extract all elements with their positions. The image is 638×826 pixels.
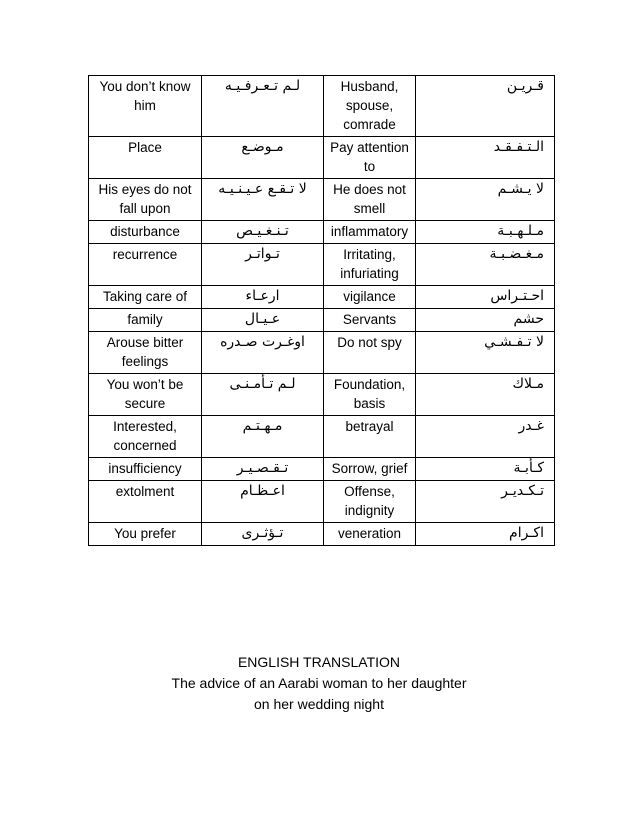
- arabic-term-right: مـغـضـبـة: [416, 244, 555, 286]
- arabic-term-left: عـيـال: [202, 309, 324, 332]
- english-term-left: disturbance: [89, 221, 202, 244]
- table-row: [89, 332, 555, 374]
- table-row: [89, 179, 555, 221]
- table-row: [89, 221, 555, 244]
- table-row: [89, 137, 555, 179]
- english-term-left: Place: [89, 137, 202, 179]
- arabic-term-right: غـدر: [416, 416, 555, 458]
- english-term-left: You won’t be secure: [89, 374, 202, 416]
- table-row: [89, 76, 555, 137]
- english-term-left: Interested, concerned: [89, 416, 202, 458]
- english-term-left: His eyes do not fall upon: [89, 179, 202, 221]
- arabic-term-left: لـم تـأمـنـى: [202, 374, 324, 416]
- translation-caption: [0, 652, 638, 715]
- caption-heading: ENGLISH TRANSLATION: [237, 654, 401, 670]
- arabic-term-right: الـتـفـقـد: [416, 137, 555, 179]
- arabic-term-right: قـريـن: [416, 76, 555, 137]
- english-term-right: Irritating, infuriating: [324, 244, 416, 286]
- arabic-term-right: مـلاك: [416, 374, 555, 416]
- caption-line-1: The advice of an Aarabi woman to her daughter: [171, 675, 467, 691]
- caption-line-2: on her wedding night: [254, 696, 384, 712]
- arabic-term-right: اكـرام: [416, 523, 555, 546]
- arabic-term-left: لـم تـعـرفـيـه: [202, 76, 324, 137]
- table-row: [89, 374, 555, 416]
- arabic-term-right: كـأبـة: [416, 458, 555, 481]
- vocabulary-table-body: [89, 76, 555, 546]
- arabic-term-right: حشم: [416, 309, 555, 332]
- english-term-left: Arouse bitter feelings: [89, 332, 202, 374]
- english-term-left: You don’t know him: [89, 76, 202, 137]
- table-row: [89, 416, 555, 458]
- english-term-right: Do not spy: [324, 332, 416, 374]
- english-term-right: vigilance: [324, 286, 416, 309]
- arabic-term-right: احـتـراس: [416, 286, 555, 309]
- english-term-right: Pay attention to: [324, 137, 416, 179]
- english-term-right: Servants: [324, 309, 416, 332]
- table-row: [89, 286, 555, 309]
- arabic-term-left: لا تـقـع عـيـنـيـه: [202, 179, 324, 221]
- english-term-left: You prefer: [89, 523, 202, 546]
- english-term-left: insufficiency: [89, 458, 202, 481]
- english-term-left: extolment: [89, 481, 202, 523]
- english-term-left: family: [89, 309, 202, 332]
- english-term-right: He does not smell: [324, 179, 416, 221]
- table-row: [89, 481, 555, 523]
- arabic-term-right: لا يـشـم: [416, 179, 555, 221]
- english-term-right: Offense, indignity: [324, 481, 416, 523]
- table-row: [89, 309, 555, 332]
- arabic-term-left: ارعـاء: [202, 286, 324, 309]
- english-term-left: recurrence: [89, 244, 202, 286]
- english-term-right: Husband, spouse, comrade: [324, 76, 416, 137]
- english-term-right: Sorrow, grief: [324, 458, 416, 481]
- english-term-left: Taking care of: [89, 286, 202, 309]
- table-row: [89, 458, 555, 481]
- english-term-right: veneration: [324, 523, 416, 546]
- arabic-term-left: اعـظـام: [202, 481, 324, 523]
- english-term-right: Foundation, basis: [324, 374, 416, 416]
- arabic-term-right: لا تـفـشـي: [416, 332, 555, 374]
- arabic-term-right: تـكـديـر: [416, 481, 555, 523]
- arabic-term-left: تـنـغـيـص: [202, 221, 324, 244]
- arabic-term-left: تـؤثـرى: [202, 523, 324, 546]
- arabic-term-left: مـهـتـم: [202, 416, 324, 458]
- english-term-right: inflammatory: [324, 221, 416, 244]
- table-row: [89, 244, 555, 286]
- arabic-term-left: تـواتـر: [202, 244, 324, 286]
- vocabulary-table: [88, 75, 555, 546]
- arabic-term-left: اوغـرت صـدره: [202, 332, 324, 374]
- arabic-term-left: تـقـصـيـر: [202, 458, 324, 481]
- table-row: [89, 523, 555, 546]
- arabic-term-right: مـلـهـبـة: [416, 221, 555, 244]
- english-term-right: betrayal: [324, 416, 416, 458]
- arabic-term-left: مـوضـع: [202, 137, 324, 179]
